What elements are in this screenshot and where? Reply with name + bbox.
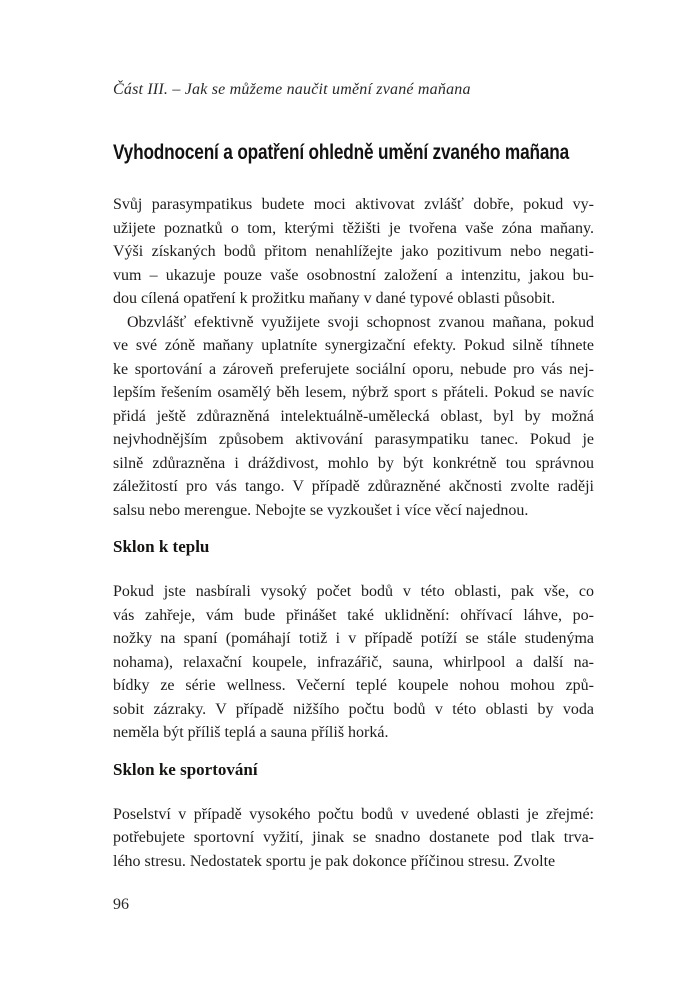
paragraph — [113, 311, 594, 523]
running-head: Část III. – Jak se můžeme naučit umění zvané maňana — [113, 81, 471, 98]
text-line: ke sportování a zároveň preferujete sociální oporu, nebude pro vás nej- — [113, 360, 594, 378]
text-line: silně zdůrazněna i dráždivost, mohlo by být konkrétně tou správnou — [113, 454, 594, 472]
text-line: vás zahřeje, vám bude přinášet také uklidnění: ohřívací láhve, po- — [113, 606, 594, 624]
text-block — [113, 80, 594, 914]
text-line: Pokud jste nasbírali vysoký počet bodů v této oblasti, pak vše, co — [113, 583, 594, 600]
text-line: Obzvlášť efektivně využijete svoji schopnost zvanou mañana, pokud — [127, 313, 594, 331]
text-line: nožky na spaní (pomáhají totiž i v případě potíží se stále studenýma — [113, 630, 594, 647]
paragraph — [113, 580, 594, 745]
text-line: Výši získaných bodů přitom nenahlížejte jako pozitivum nebo negati- — [113, 243, 594, 260]
text-line: Svůj parasympatikus budete moci aktivovat zvlášť dobře, pokud vy- — [113, 196, 594, 213]
text-line: nejvhodnějším způsobem aktivování parasympatiku tanec. Pokud je — [113, 431, 594, 448]
text-line: lepším řešením osamělý běh lesem, nýbrž sport s přáteli. Pokud se navíc — [113, 384, 594, 401]
text-line: Poselství v případě vysokého počtu bodů v uvedené oblasti je zřejmé: — [113, 805, 594, 823]
text-line: nohama), relaxační koupele, infrazářič, sauna, whirlpool a další na- — [113, 653, 594, 671]
paragraph — [113, 193, 594, 311]
text-line: lého stresu. Nedostatek sportu je pak dokonce příčinou stresu. Zvolte — [113, 852, 556, 870]
text-line: salsu nebo merengue. Nebojte se vyzkoušet i více věcí najednou. — [113, 501, 529, 519]
text-line: vum – ukazuje pouze vaše osobnostní založení a intenzitu, jakou bu- — [113, 266, 594, 284]
text-line: neměla být příliš teplá a sauna příliš horká. — [113, 724, 389, 741]
text-line: užijete poznatků o tom, kterými těžišti je tvořena vaše zóna maňany. — [113, 219, 594, 237]
text-line: dou cílená opatření k prožitku maňany v dané typové oblasti působit. — [113, 290, 556, 307]
page-body — [113, 193, 594, 873]
text-line: přidá ještě zdůrazněná intelektuálně-umělecká oblast, byl by možná — [113, 407, 594, 425]
text-line: záležitostí pro vás tango. V případě zdůrazněné akčnosti zvolte raději — [113, 478, 594, 495]
section-heading: Sklon k teplu — [113, 537, 210, 556]
text-line: bídky ze série wellness. Večerní teplé koupele nohou mohou způ- — [113, 677, 594, 694]
paragraph — [113, 803, 594, 874]
text-line: potřebujete sportovní vyžití, jinak se snadno dostanete pod tlak trva- — [113, 829, 594, 846]
text-line: sobit zázraky. V případě nižšího počtu bodů v této oblasti by voda — [113, 700, 594, 718]
page-number: 96 — [113, 896, 129, 913]
text-line: ve své zóně maňany uplatníte synergizační efekty. Pokud silně tíhnete — [113, 337, 594, 354]
section-heading: Sklon ke sportování — [113, 759, 258, 779]
chapter-title: Vyhodnocení a opatření ohledně umění zvaného mañana — [113, 141, 570, 164]
